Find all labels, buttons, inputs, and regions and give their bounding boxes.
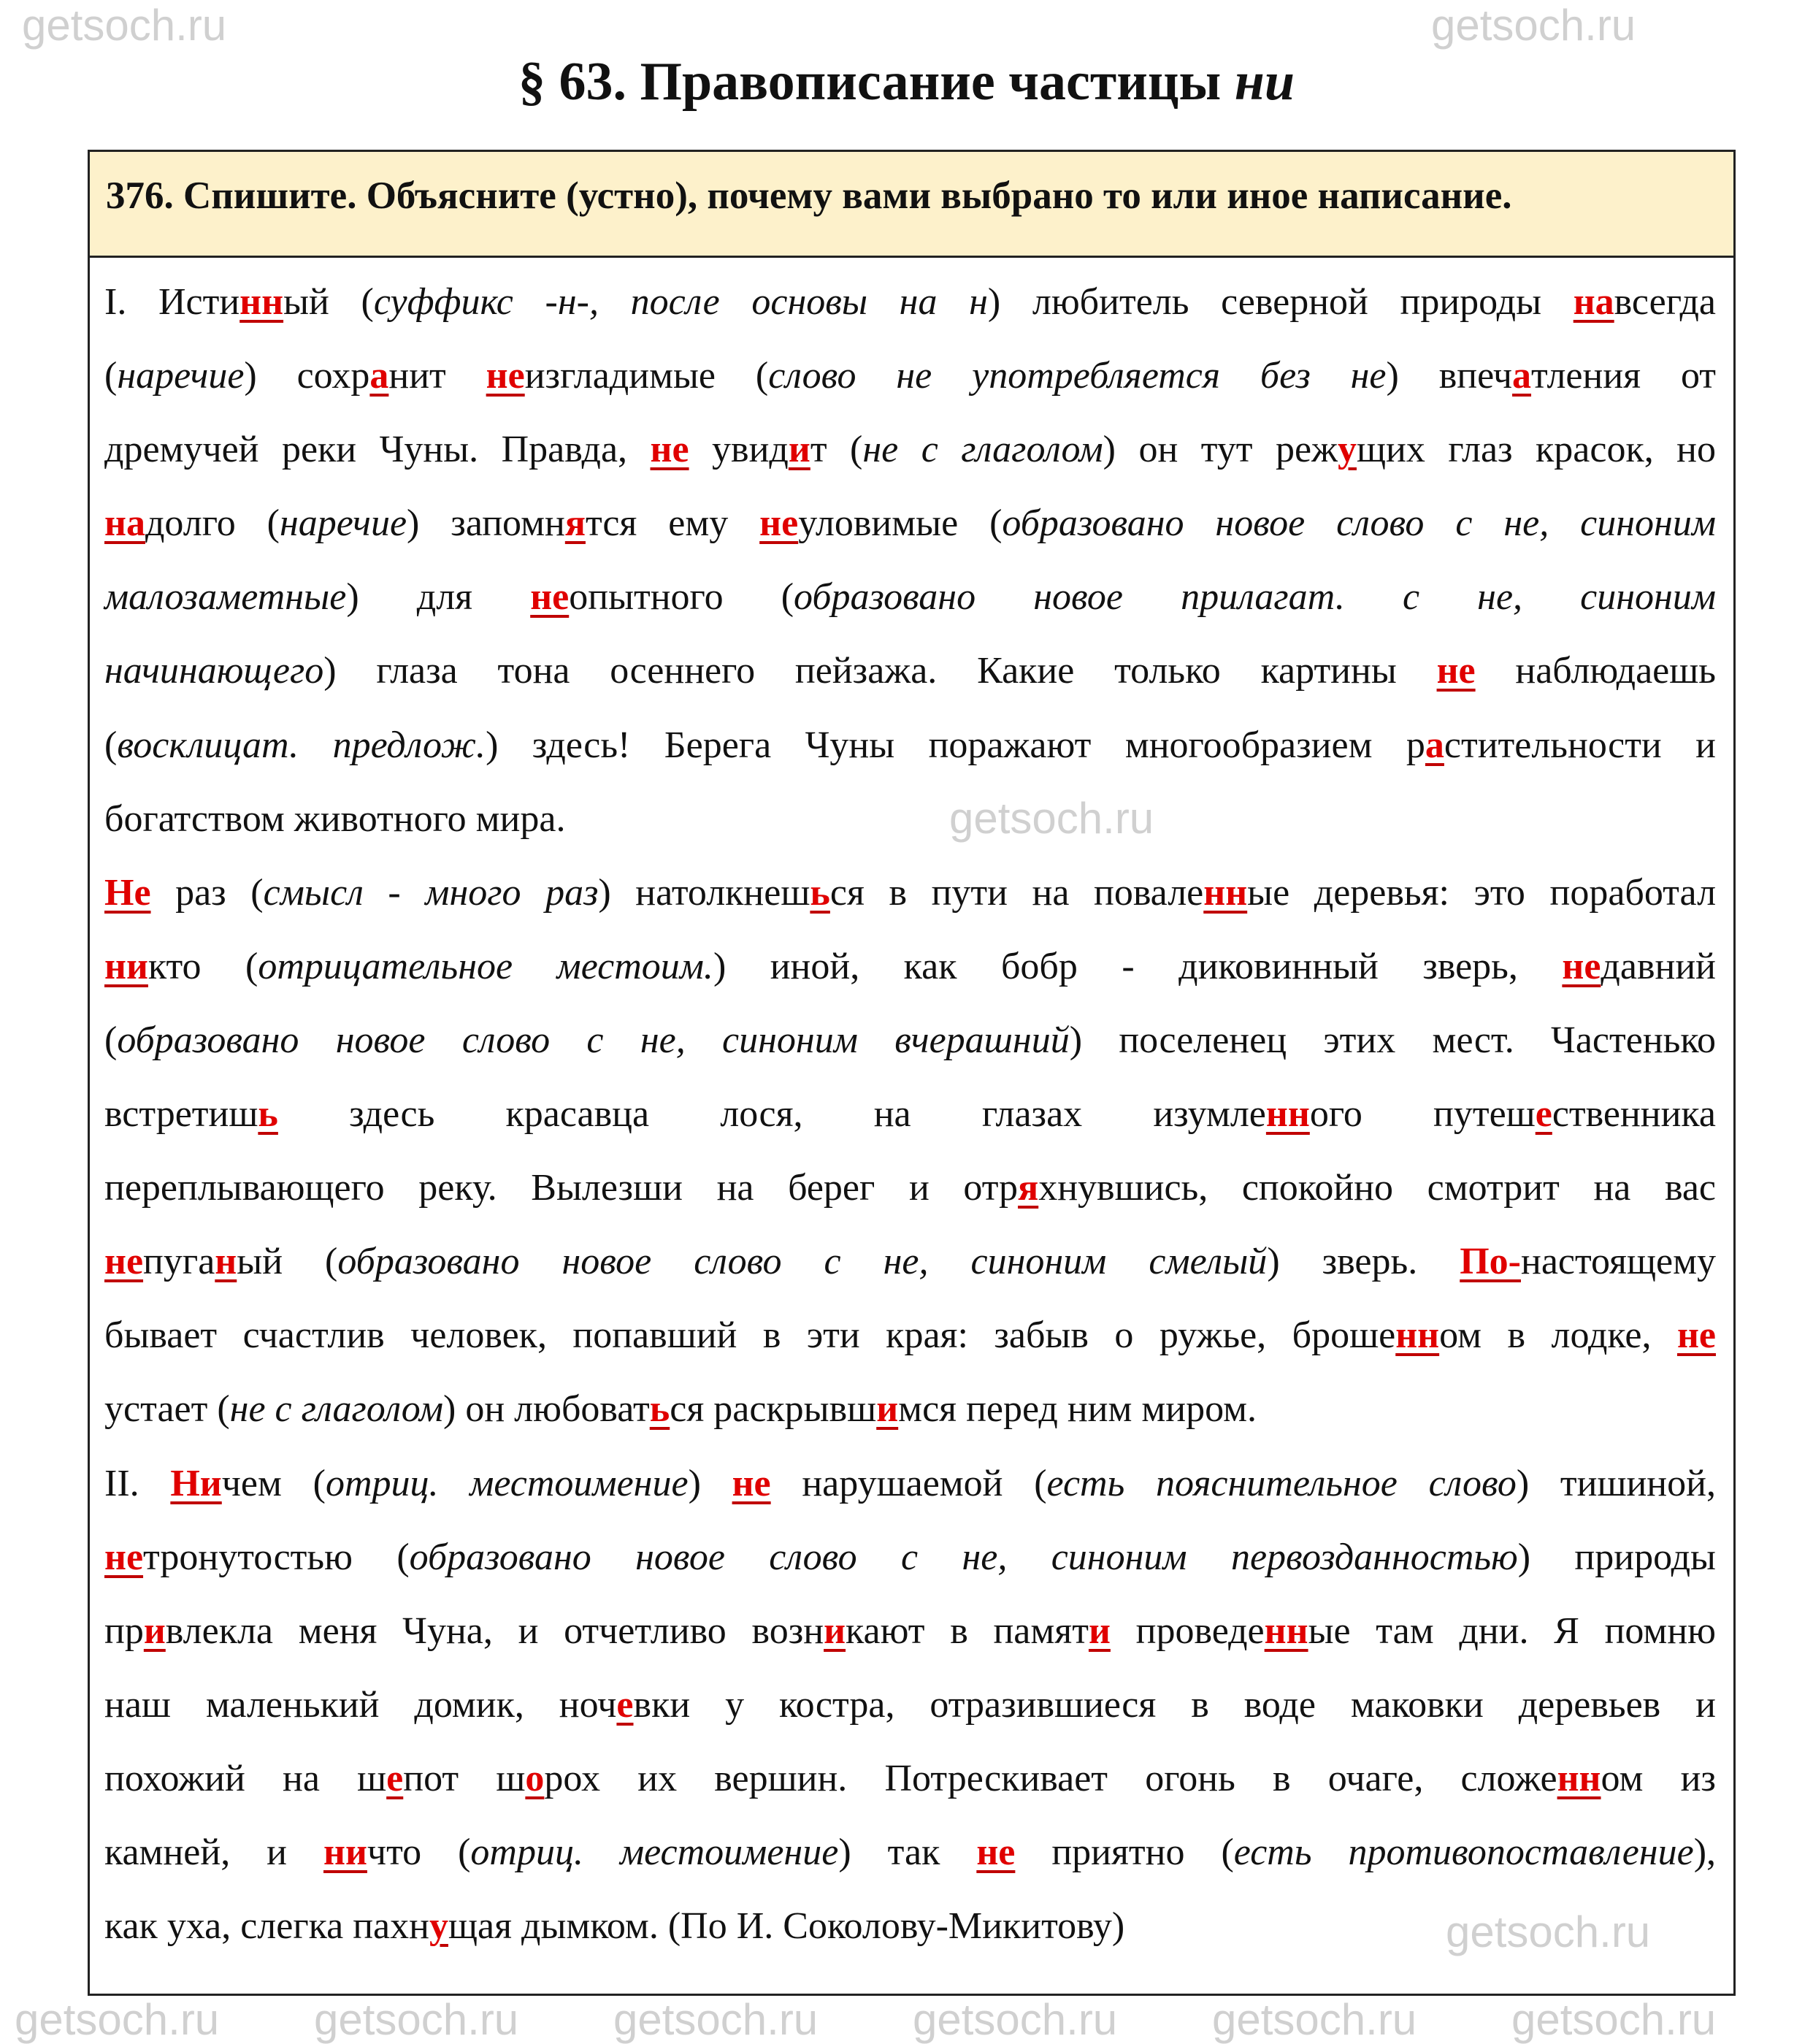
- highlighted-spelling: ни: [104, 945, 148, 987]
- text-segment: устает (: [104, 1388, 230, 1431]
- text-segment: ) зверь.: [1267, 1241, 1460, 1283]
- text-segment: что (: [367, 1831, 471, 1873]
- highlighted-spelling: а: [369, 355, 389, 397]
- highlighted-spelling: и: [143, 1609, 166, 1652]
- text-segment: ) впеч: [1386, 355, 1513, 397]
- highlighted-spelling: не: [104, 1241, 144, 1283]
- text-segment: похожий на ш: [104, 1757, 387, 1799]
- text-line: [104, 708, 1716, 782]
- title-particle: ни: [1234, 52, 1295, 112]
- title-main: § 63. Правописание частицы: [518, 52, 1235, 112]
- highlighted-spelling: ь: [649, 1388, 670, 1431]
- text-segment: ): [688, 1462, 732, 1504]
- highlighted-spelling: нн: [1265, 1093, 1310, 1136]
- exercise-text: [104, 265, 1716, 1963]
- text-segment: проведе: [1110, 1609, 1265, 1652]
- highlighted-spelling: ь: [258, 1093, 278, 1136]
- highlighted-spelling: н: [215, 1241, 237, 1283]
- comment-italic: наречие: [117, 355, 245, 397]
- watermark: getsoch.ru: [613, 1995, 819, 2044]
- text-segment: щая дымком. (По И. Соколову-Микитову): [448, 1905, 1125, 1948]
- text-line: [104, 930, 1716, 1003]
- highlighted-spelling: не: [1676, 1314, 1716, 1357]
- highlighted-spelling: я: [1018, 1167, 1039, 1209]
- comment-italic: слово не употребляется без не: [768, 355, 1387, 397]
- highlighted-spelling: у: [429, 1905, 448, 1948]
- text-segment: долго (: [145, 502, 280, 545]
- highlighted-spelling: По-: [1460, 1241, 1521, 1283]
- text-segment: всегда: [1614, 281, 1716, 323]
- text-segment: раз (: [150, 871, 264, 914]
- text-line: [104, 1815, 1716, 1889]
- highlighted-spelling: нн: [1264, 1609, 1308, 1652]
- text-segment: ся раскрывш: [670, 1388, 877, 1431]
- text-segment: ые деревья: это поработал: [1247, 871, 1717, 914]
- watermark: getsoch.ru: [913, 1995, 1118, 2044]
- text-line: [104, 856, 1716, 930]
- text-line: [104, 1668, 1716, 1742]
- text-segment: ые там дни. Я помню: [1308, 1609, 1717, 1652]
- text-line: [104, 1003, 1716, 1077]
- highlighted-spelling: не: [530, 576, 570, 619]
- text-segment: бывает счастлив человек, попавший в эти края: забыв о ружье, броше: [104, 1314, 1396, 1357]
- text-segment: ) запомн: [407, 502, 565, 545]
- text-line: [104, 1889, 1716, 1963]
- text-segment: пуга: [143, 1241, 215, 1283]
- text-segment: ственника: [1552, 1093, 1716, 1136]
- text-segment: нит: [388, 355, 486, 397]
- text-segment: здесь красавца лося, на глазах изумле: [277, 1093, 1266, 1136]
- watermark: getsoch.ru: [15, 1995, 220, 2044]
- text-segment: мся перед ним миром.: [898, 1388, 1257, 1431]
- page-title: [0, 45, 1813, 118]
- highlighted-spelling: не: [1562, 945, 1601, 987]
- text-segment: ом из: [1601, 1757, 1716, 1799]
- text-line: [104, 486, 1716, 560]
- text-segment: стительности и: [1444, 724, 1717, 766]
- text-segment: ый (: [283, 281, 374, 323]
- text-line: [104, 1594, 1716, 1668]
- text-segment: ) для: [346, 576, 531, 619]
- highlighted-spelling: е: [616, 1683, 634, 1726]
- text-segment: пот ш: [403, 1757, 526, 1799]
- comment-italic: отриц. местоимение: [325, 1462, 689, 1504]
- highlighted-spelling: не: [486, 355, 525, 397]
- text-segment: II.: [104, 1462, 171, 1504]
- text-line: [104, 782, 1716, 856]
- text-segment: (: [104, 355, 118, 397]
- highlighted-spelling: на: [1573, 281, 1614, 323]
- exercise-task: 376. Спишите. Объясните (устно), почему вами выбрано то или иное написание.: [90, 152, 1733, 258]
- text-segment: ый (: [237, 1241, 338, 1283]
- comment-italic: суффикс -н-, после основы на н: [373, 281, 988, 323]
- text-segment: настоящему: [1521, 1241, 1716, 1283]
- highlighted-spelling: е: [1535, 1093, 1552, 1136]
- text-line: [104, 265, 1716, 339]
- comment-italic: образовано новое слово с не, синоним: [1002, 502, 1717, 545]
- text-segment: изгладимые (: [524, 355, 769, 397]
- comment-italic: образовано новое слово с не, синоним смелый: [337, 1241, 1268, 1283]
- comment-italic: образовано новое слово с не, синоним вчерашний: [117, 1019, 1070, 1061]
- text-segment: переплывающего реку. Вылезши на берег и отр: [104, 1167, 1019, 1209]
- text-segment: ) так: [838, 1831, 977, 1873]
- highlighted-spelling: ни: [323, 1831, 367, 1873]
- text-segment: ) глаза тона осеннего пейзажа. Какие только картины: [323, 650, 1437, 692]
- text-line: [104, 413, 1716, 486]
- text-segment: ) здесь! Берега Чуны поражают многообразием р: [486, 724, 1425, 766]
- exercise-box: [88, 150, 1736, 1996]
- comment-italic: отриц. местоимение: [470, 1831, 839, 1873]
- text-segment: ) натолкнеш: [598, 871, 810, 914]
- watermark: getsoch.ru: [1446, 1907, 1651, 1956]
- text-segment: опытного (: [569, 576, 794, 619]
- watermark: getsoch.ru: [1212, 1995, 1417, 2044]
- highlighted-spelling: не: [976, 1831, 1016, 1873]
- text-segment: ся в пути на повале: [829, 871, 1204, 914]
- highlighted-spelling: а: [1425, 724, 1444, 766]
- highlighted-spelling: не: [104, 1536, 144, 1578]
- text-segment: (: [104, 724, 118, 766]
- text-segment: ) он любоват: [443, 1388, 650, 1431]
- text-segment: кают в памят: [846, 1609, 1089, 1652]
- watermark: getsoch.ru: [314, 1995, 519, 2044]
- text-segment: встретиш: [104, 1093, 258, 1136]
- text-segment: приятно (: [1015, 1831, 1234, 1873]
- text-segment: дремучей реки Чуны. Правда,: [104, 429, 651, 471]
- text-segment: тся ему: [585, 502, 760, 545]
- text-segment: кто (: [147, 945, 258, 987]
- text-line: [104, 1151, 1716, 1225]
- text-segment: увид: [689, 429, 789, 471]
- comment-italic: смысл - много раз: [263, 871, 599, 914]
- watermark: getsoch.ru: [1431, 1, 1636, 50]
- highlighted-spelling: Ни: [170, 1462, 222, 1504]
- text-segment: рох их вершин. Потрескивает огонь в очаге, сложе: [544, 1757, 1557, 1799]
- highlighted-spelling: нн: [1395, 1314, 1440, 1357]
- highlighted-spelling: я: [564, 502, 586, 545]
- comment-italic: не с глаголом: [862, 429, 1103, 471]
- comment-italic: образовано новое прилагат. с не, синоним: [794, 576, 1716, 619]
- text-segment: тления от: [1531, 355, 1716, 397]
- text-segment: ого путеш: [1309, 1093, 1536, 1136]
- comment-italic: отрицательное местоим.: [258, 945, 713, 987]
- text-segment: (: [104, 1019, 118, 1061]
- highlighted-spelling: нн: [239, 281, 284, 323]
- text-segment: уловимые (: [798, 502, 1003, 545]
- comment-italic: восклицат. предлож.: [117, 724, 486, 766]
- text-segment: наблюдаешь: [1475, 650, 1717, 692]
- text-segment: камней, и: [104, 1831, 323, 1873]
- text-segment: ) иной, как бобр - диковинный зверь,: [713, 945, 1563, 987]
- highlighted-spelling: о: [525, 1757, 545, 1799]
- highlighted-spelling: е: [386, 1757, 404, 1799]
- text-segment: ) поселенец этих мест. Частенько: [1069, 1019, 1716, 1061]
- highlighted-spelling: ь: [810, 871, 830, 914]
- highlighted-spelling: не: [1436, 650, 1476, 692]
- comment-italic: есть пояснительное слово: [1046, 1462, 1517, 1504]
- highlighted-spelling: у: [1337, 429, 1357, 471]
- comment-italic: не с глаголом: [229, 1388, 444, 1431]
- comment-italic: наречие: [279, 502, 407, 545]
- text-segment: как уха, слегка пахн: [104, 1905, 429, 1948]
- highlighted-spelling: и: [788, 429, 810, 471]
- comment-italic: образовано новое слово с не, синоним первозданностью: [409, 1536, 1518, 1578]
- text-line: [104, 1447, 1716, 1520]
- comment-italic: малозаметные: [104, 576, 347, 619]
- text-line: [104, 1077, 1716, 1151]
- highlighted-spelling: не: [650, 429, 689, 471]
- text-segment: I. Исти: [104, 281, 240, 323]
- text-segment: пр: [104, 1609, 144, 1652]
- text-segment: влекла меня Чуна, и отчетливо возн: [165, 1609, 824, 1652]
- highlighted-spelling: не: [759, 502, 799, 545]
- text-line: [104, 634, 1716, 708]
- highlighted-spelling: и: [824, 1609, 846, 1652]
- text-segment: ) природы: [1517, 1536, 1716, 1578]
- text-line: [104, 1372, 1716, 1446]
- text-segment: давний: [1601, 945, 1716, 987]
- text-segment: ),: [1693, 1831, 1717, 1873]
- text-segment: ) сохр: [244, 355, 370, 397]
- text-segment: чем (: [221, 1462, 326, 1504]
- text-segment: щих глаз красок, но: [1356, 429, 1717, 471]
- text-line: [104, 339, 1716, 413]
- highlighted-spelling: Не: [104, 871, 151, 914]
- text-segment: тронутостью (: [143, 1536, 410, 1578]
- text-segment: ом в лодке,: [1439, 1314, 1677, 1357]
- text-segment: ) тишиной,: [1516, 1462, 1716, 1504]
- highlighted-spelling: нн: [1557, 1757, 1601, 1799]
- highlighted-spelling: и: [1088, 1609, 1111, 1652]
- highlighted-spelling: на: [104, 502, 145, 545]
- text-segment: ) он тут реж: [1103, 429, 1338, 471]
- highlighted-spelling: а: [1512, 355, 1532, 397]
- text-segment: хнувшись, спокойно смотрит на вас: [1038, 1167, 1717, 1209]
- watermark: getsoch.ru: [22, 1, 227, 50]
- text-line: [104, 1520, 1716, 1594]
- text-line: [104, 1742, 1716, 1815]
- text-line: [104, 1225, 1716, 1298]
- comment-italic: есть противопоставление: [1233, 1831, 1694, 1873]
- highlighted-spelling: и: [876, 1388, 899, 1431]
- text-segment: т (: [810, 429, 863, 471]
- watermark: getsoch.ru: [949, 794, 1154, 843]
- text-segment: богатством животного мира.: [104, 797, 566, 840]
- text-segment: вки у костра, отразившиеся в воде маковки деревьев и: [633, 1683, 1716, 1726]
- comment-italic: начинающего: [104, 650, 324, 692]
- text-segment: ) любитель северной природы: [987, 281, 1574, 323]
- text-segment: наш маленький домик, ноч: [104, 1683, 617, 1726]
- highlighted-spelling: не: [732, 1462, 771, 1504]
- text-segment: нарушаемой (: [770, 1462, 1047, 1504]
- watermark: getsoch.ru: [1511, 1995, 1717, 2044]
- text-line: [104, 1298, 1716, 1372]
- text-line: [104, 560, 1716, 634]
- highlighted-spelling: нн: [1203, 871, 1248, 914]
